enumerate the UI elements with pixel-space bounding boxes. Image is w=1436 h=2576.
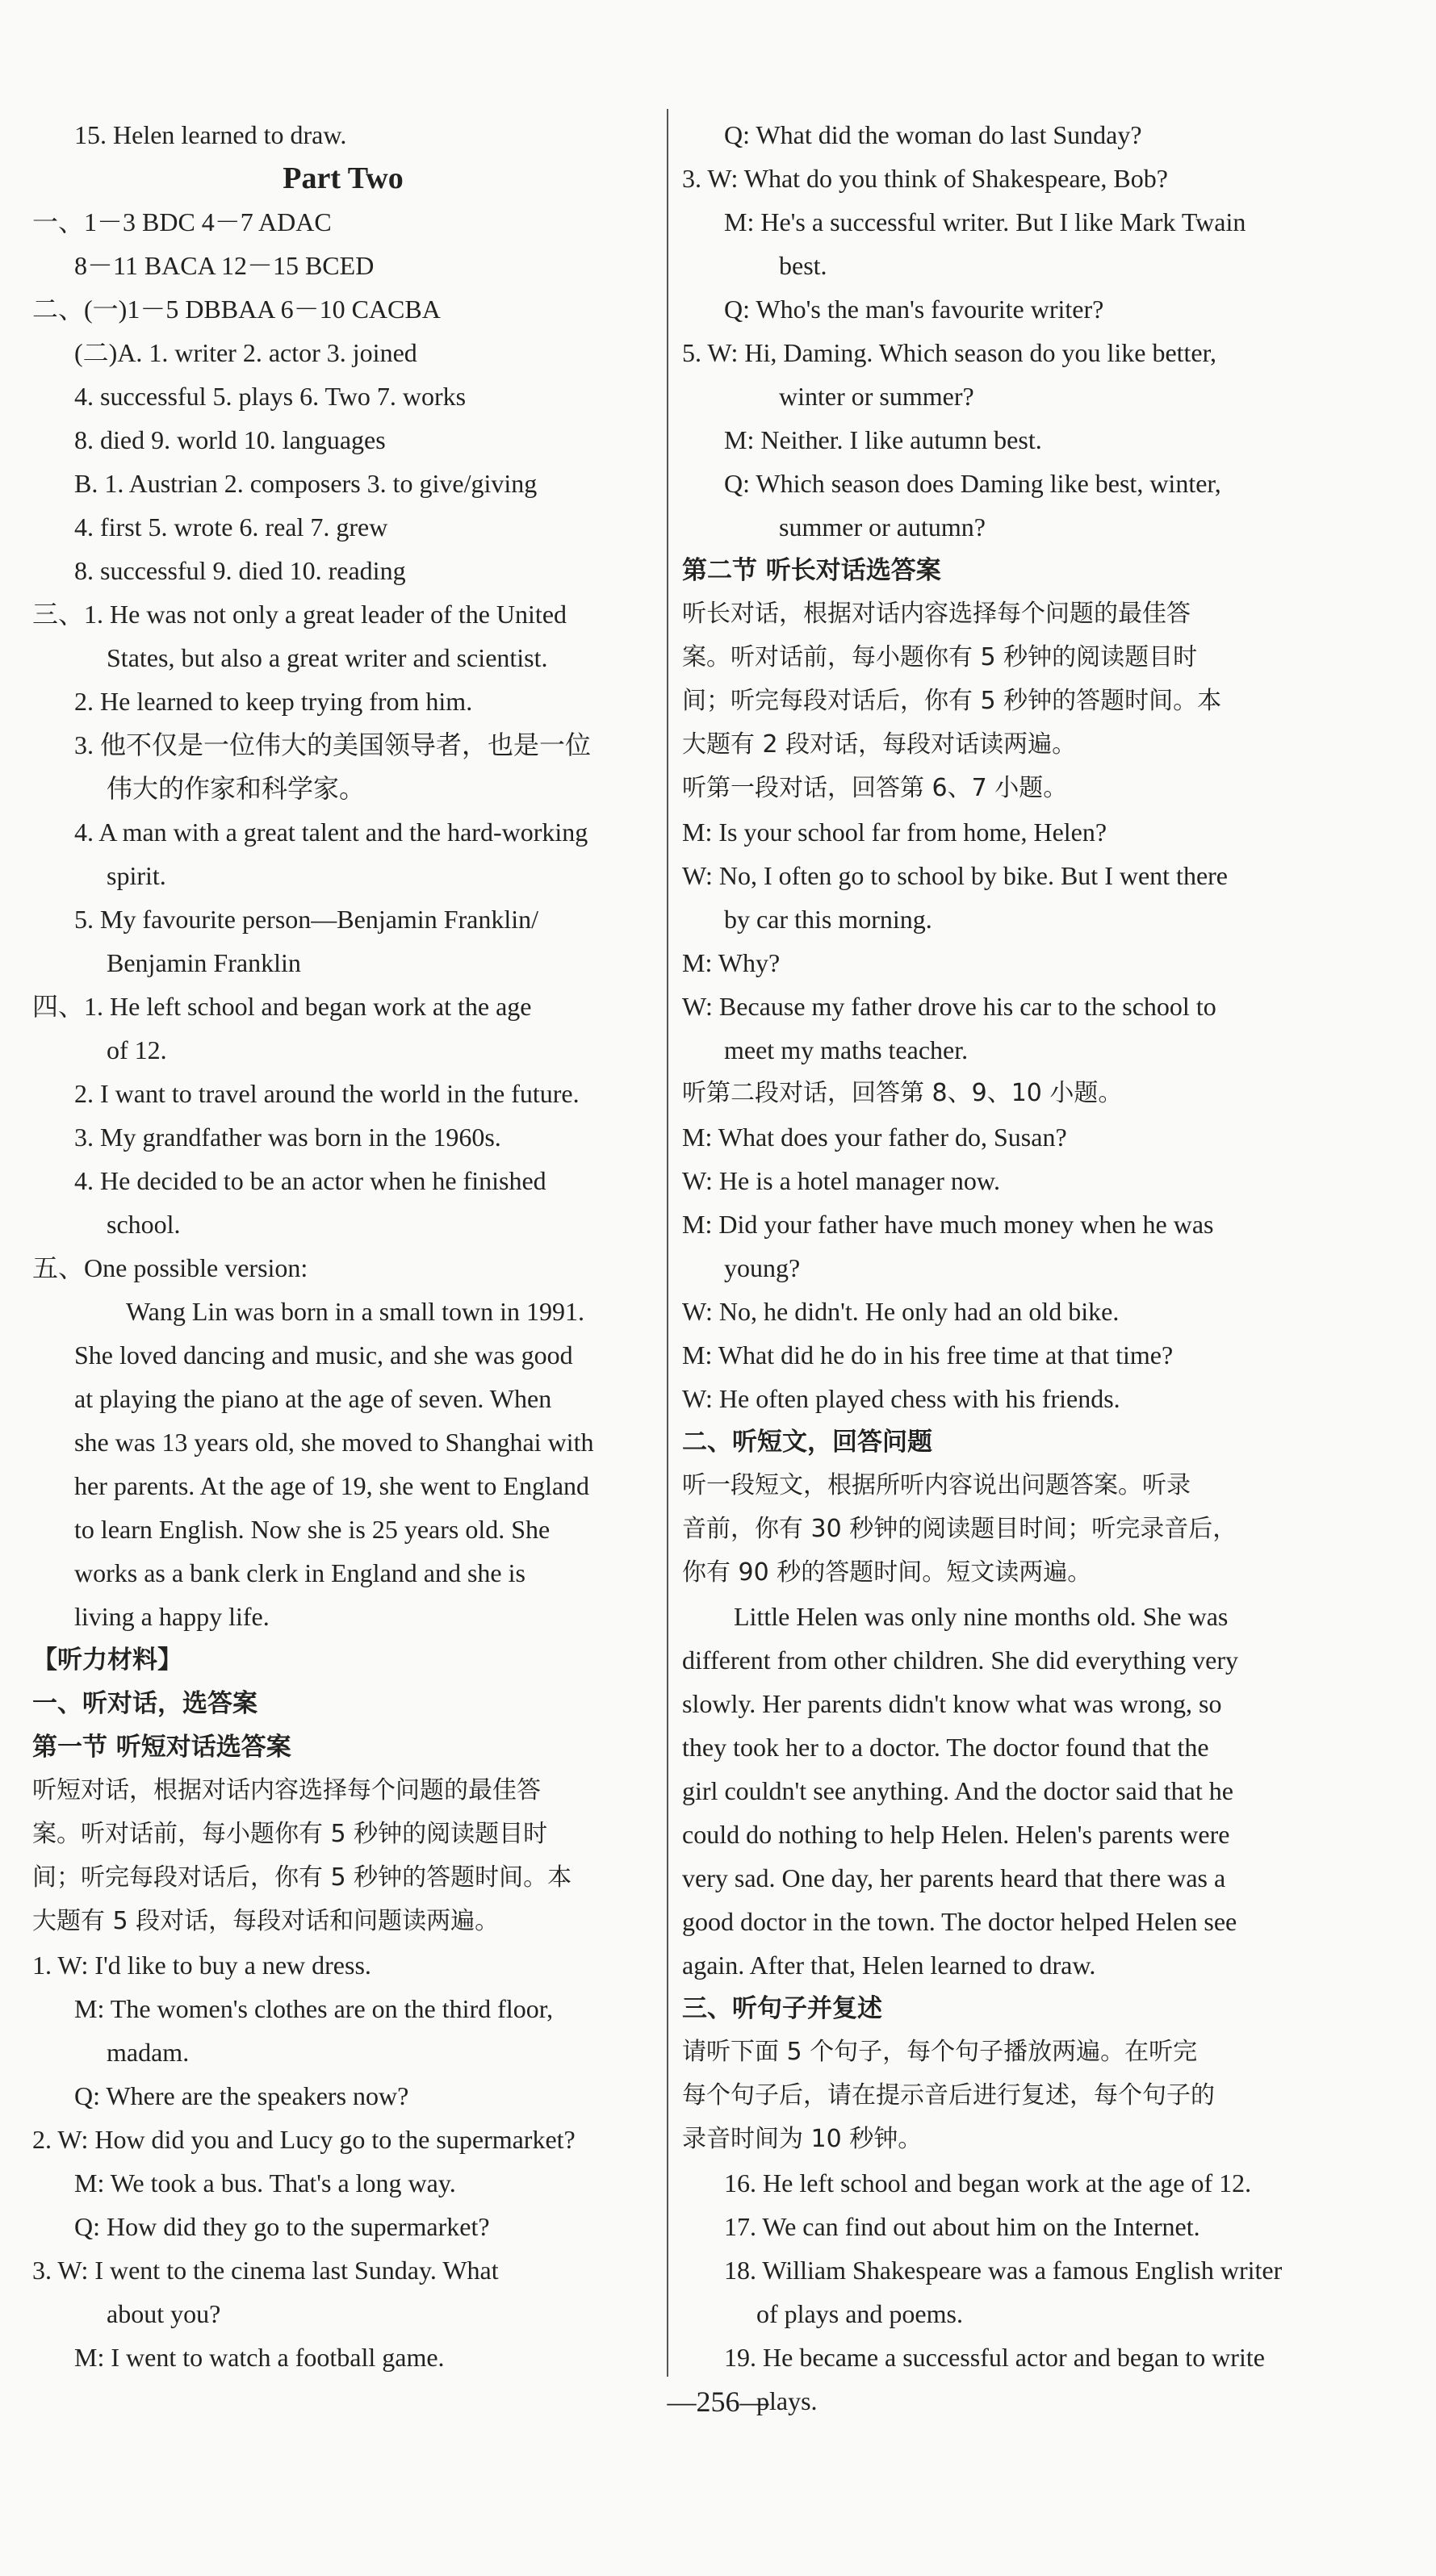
text-line: winter or summer? xyxy=(779,382,974,411)
text-line: M: What does your father do, Susan? xyxy=(682,1123,1067,1152)
text-line: very sad. One day, her parents heard that there was a xyxy=(682,1863,1226,1892)
text-line: 3. W: What do you think of Shakespeare, Bob? xyxy=(682,164,1168,193)
right-column xyxy=(682,113,1312,2423)
text-line: Q: Who's the man's favourite writer? xyxy=(724,295,1104,324)
text-line: Q: Which season does Daming like best, winter, xyxy=(724,469,1221,498)
text-line: She loved dancing and music, and she was good xyxy=(74,1340,573,1370)
text-line: 五、One possible version: xyxy=(32,1253,308,1282)
text-line: M: We took a bus. That's a long way. xyxy=(74,2168,456,2198)
text-line: they took her to a doctor. The doctor found that the xyxy=(682,1733,1209,1762)
text-line: 4. successful 5. plays 6. Two 7. works xyxy=(74,382,467,411)
text-line: States, but also a great writer and scientist. xyxy=(107,643,548,672)
text-line: 19. He became a successful actor and began to write xyxy=(724,2343,1265,2372)
text-line: 二、(一)1－5 DBBAA 6－10 CACBA xyxy=(32,295,441,324)
text-line: 18. William Shakespeare was a famous English writer xyxy=(724,2256,1283,2285)
text-line: 15. Helen learned to draw. xyxy=(74,120,347,149)
text-line: young? xyxy=(724,1253,801,1282)
text-line: 伟大的作家和科学家。 xyxy=(107,774,366,803)
text-line: 大题有 5 段对话，每段对话和问题读两遍。 xyxy=(32,1907,500,1935)
text-line: 大题有 2 段对话，每段对话读两遍。 xyxy=(682,730,1077,759)
text-line: 四、1. He left school and began work at the age xyxy=(32,992,532,1021)
text-line: M: Neither. I like autumn best. xyxy=(724,425,1042,454)
text-line: 第二节 听长对话选答案 xyxy=(682,556,941,585)
text-line: summer or autumn? xyxy=(779,512,986,542)
text-line: 第一节 听短对话选答案 xyxy=(32,1733,291,1762)
text-line: W: No, I often go to school by bike. But I went there xyxy=(682,861,1228,890)
text-line: could do nothing to help Helen. Helen's parents were xyxy=(682,1820,1230,1849)
text-line: Q: How did they go to the supermarket? xyxy=(74,2212,490,2241)
text-line: different from other children. She did everything very xyxy=(682,1646,1238,1675)
text-line: 音前，你有 30 秒钟的阅读题目时间；听完录音后， xyxy=(682,1515,1237,1543)
text-line: 听长对话，根据对话内容选择每个问题的最佳答 xyxy=(682,600,1191,628)
text-line: 三、1. He was not only a great leader of the United xyxy=(32,600,567,629)
text-line: Q: Where are the speakers now? xyxy=(74,2081,409,2110)
text-line: 一、1－3 BDC 4－7 ADAC xyxy=(32,207,332,236)
text-line: living a happy life. xyxy=(74,1602,270,1631)
text-line: Little Helen was only nine months old. She was xyxy=(734,1602,1229,1631)
text-line: best. xyxy=(779,251,827,280)
text-line: W: He often played chess with his friends. xyxy=(682,1384,1120,1413)
text-line: 2. I want to travel around the world in the future. xyxy=(74,1079,580,1108)
text-line: 3. W: I went to the cinema last Sunday. What xyxy=(32,2256,499,2285)
text-line: to learn English. Now she is 25 years old. She xyxy=(74,1515,551,1544)
text-line: 3. 他不仅是一位伟大的美国领导者，也是一位 xyxy=(74,730,592,759)
text-line: school. xyxy=(107,1210,181,1239)
text-line: 听短对话，根据对话内容选择每个问题的最佳答 xyxy=(32,1776,541,1804)
text-line: 案。听对话前，每小题你有 5 秒钟的阅读题目时 xyxy=(32,1820,548,1848)
text-line: M: Is your school far from home, Helen? xyxy=(682,818,1107,847)
text-line: W: No, he didn't. He only had an old bike. xyxy=(682,1297,1120,1326)
text-line: of plays and poems. xyxy=(756,2299,963,2328)
text-line: 4. first 5. wrote 6. real 7. grew xyxy=(74,512,388,542)
text-line: M: He's a successful writer. But I like Mark Twain xyxy=(724,207,1246,236)
text-line: good doctor in the town. The doctor helped Helen see xyxy=(682,1907,1237,1936)
text-line: at playing the piano at the age of seven. When xyxy=(74,1384,552,1413)
text-line: 请听下面 5 个句子，每个句子播放两遍。在听完 xyxy=(682,2038,1198,2066)
text-line: plays. xyxy=(756,2386,818,2415)
text-line: 1. W: I'd like to buy a new dress. xyxy=(32,1951,371,1980)
text-line: 5. W: Hi, Daming. Which season do you like better, xyxy=(682,338,1216,367)
text-line: B. 1. Austrian 2. composers 3. to give/giving xyxy=(74,469,538,498)
text-line: 间；听完每段对话后，你有 5 秒钟的答题时间。本 xyxy=(682,687,1222,715)
text-line: about you? xyxy=(107,2299,221,2328)
text-line: girl couldn't see anything. And the doctor said that he xyxy=(682,1776,1233,1805)
text-line: again. After that, Helen learned to draw. xyxy=(682,1951,1096,1980)
text-line: by car this morning. xyxy=(724,905,932,934)
text-line: 17. We can find out about him on the Internet. xyxy=(724,2212,1200,2241)
text-line: M: Did your father have much money when he was xyxy=(682,1210,1214,1239)
text-line: works as a bank clerk in England and she is xyxy=(74,1558,525,1587)
text-line: of 12. xyxy=(107,1035,167,1064)
text-line: 2. W: How did you and Lucy go to the supermarket? xyxy=(32,2125,576,2154)
text-line: 案。听对话前，每小题你有 5 秒钟的阅读题目时 xyxy=(682,643,1198,671)
text-line: 5. My favourite person—Benjamin Franklin/ xyxy=(74,905,539,934)
text-line: spirit. xyxy=(107,861,166,890)
text-line: 三、听句子并复述 xyxy=(682,1994,882,2023)
text-line: 4. A man with a great talent and the hard-working xyxy=(74,818,588,847)
text-line: 听一段短文，根据所听内容说出问题答案。听录 xyxy=(682,1471,1191,1499)
text-line: W: Because my father drove his car to the school to xyxy=(682,992,1216,1021)
text-line: Part Two xyxy=(283,161,404,195)
text-line: 3. My grandfather was born in the 1960s. xyxy=(74,1123,501,1152)
text-line: meet my maths teacher. xyxy=(724,1035,969,1064)
text-line: 你有 90 秒的答题时间。短文读两遍。 xyxy=(682,1558,1092,1587)
text-line: slowly. Her parents didn't know what was wrong, so xyxy=(682,1689,1222,1718)
text-line: 间；听完每段对话后，你有 5 秒钟的答题时间。本 xyxy=(32,1863,572,1892)
text-line: M: I went to watch a football game. xyxy=(74,2343,445,2372)
text-line: madam. xyxy=(107,2038,190,2067)
text-line: W: He is a hotel manager now. xyxy=(682,1166,1000,1195)
text-line: 16. He left school and began work at the age of 12. xyxy=(724,2168,1252,2198)
column-divider xyxy=(667,109,668,2377)
page-number: —256— xyxy=(667,2386,769,2418)
text-line: 录音时间为 10 秒钟。 xyxy=(682,2125,923,2153)
text-line: 4. He decided to be an actor when he finished xyxy=(74,1166,546,1195)
text-line: 听第一段对话，回答第 6、7 小题。 xyxy=(682,774,1068,802)
text-line: 一、听对话，选答案 xyxy=(32,1689,257,1718)
text-line: Wang Lin was born in a small town in 1991. xyxy=(126,1297,585,1326)
text-line: 8. died 9. world 10. languages xyxy=(74,425,386,454)
text-line: Q: What did the woman do last Sunday? xyxy=(724,120,1142,149)
text-line: M: The women's clothes are on the third floor, xyxy=(74,1994,554,2023)
text-line: 【听力材料】 xyxy=(32,1646,182,1675)
text-line: M: What did he do in his free time at that time? xyxy=(682,1340,1174,1370)
text-line: 听第二段对话，回答第 8、9、10 小题。 xyxy=(682,1079,1123,1107)
text-line: Benjamin Franklin xyxy=(107,948,301,977)
text-line: M: Why? xyxy=(682,948,781,977)
text-line: her parents. At the age of 19, she went to England xyxy=(74,1471,590,1500)
text-line: she was 13 years old, she moved to Shanghai with xyxy=(74,1428,594,1457)
left-column xyxy=(32,113,654,2379)
text-line: 8－11 BACA 12－15 BCED xyxy=(74,251,375,280)
text-line: (二)A. 1. writer 2. actor 3. joined xyxy=(74,338,417,367)
text-line: 8. successful 9. died 10. reading xyxy=(74,556,406,585)
text-line: 2. He learned to keep trying from him. xyxy=(74,687,473,716)
text-line: 每个句子后，请在提示音后进行复述，每个句子的 xyxy=(682,2081,1215,2110)
text-line: 二、听短文，回答问题 xyxy=(682,1428,932,1457)
